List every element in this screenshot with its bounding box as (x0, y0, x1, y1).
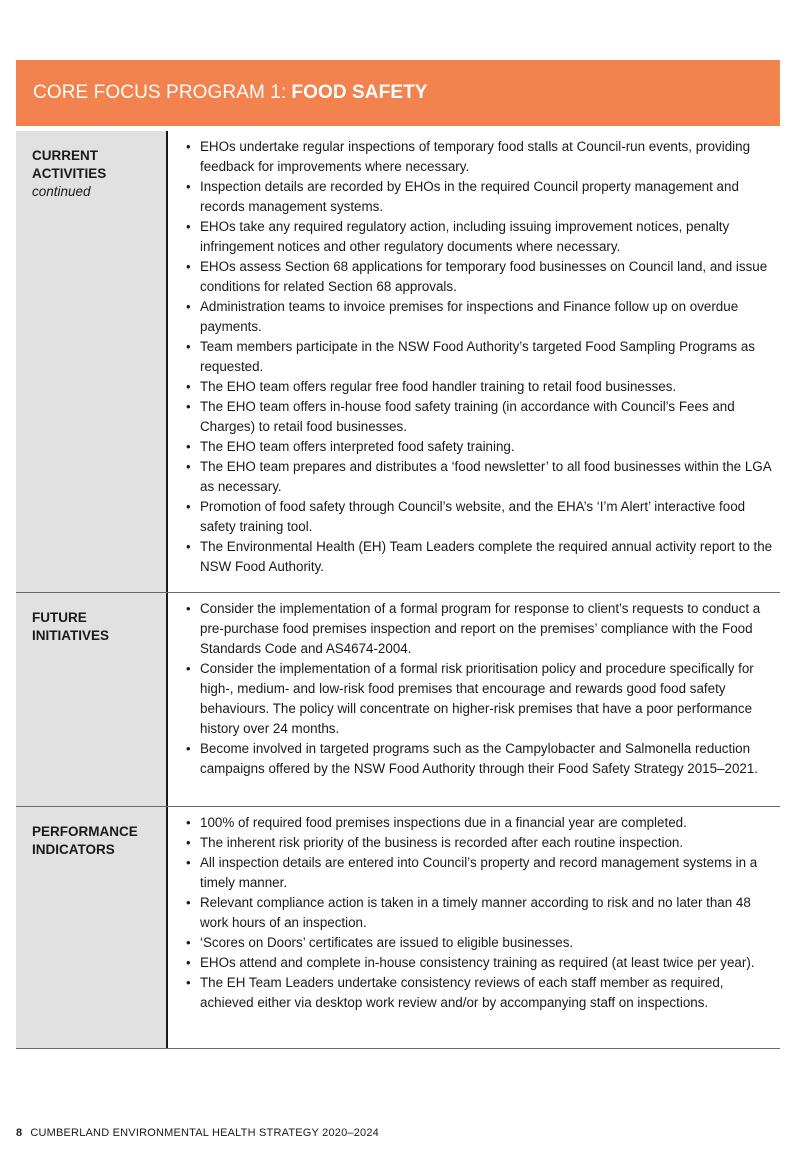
list-item-text: Consider the implementation of a formal risk prioritisation policy and procedure specifically for high-, medium- and low-risk food premises that encourage and rewards good food safety behaviours. The policy will concentrate on higher-risk premises that have a poor performance history over 24 months. (200, 661, 754, 736)
bullet-icon: • (186, 339, 191, 354)
list-item (186, 973, 780, 1013)
row-label-current: CURRENT ACTIVITIES (32, 148, 107, 181)
page-footer (16, 1127, 379, 1139)
bullet-icon: • (186, 601, 191, 616)
section-banner (16, 60, 780, 126)
list-item (186, 933, 780, 953)
list-item (186, 893, 780, 933)
list-item (186, 659, 780, 739)
list-item (186, 953, 780, 973)
content-cell-performance (168, 807, 780, 1048)
bullet-icon: • (186, 139, 191, 154)
list-item-text: EHOs attend and complete in-house consistency training as required (at least twice per year). (200, 955, 755, 970)
list-item (186, 177, 780, 217)
list-item (186, 297, 780, 337)
content-cell-future (168, 593, 780, 806)
list-item-text: EHOs take any required regulatory action, including issuing improvement notices, penalty infringement notices and other regulatory documents where necessary. (200, 219, 730, 254)
row-performance-indicators (16, 807, 780, 1049)
bullet-icon: • (186, 539, 191, 554)
list-item-text: The EH Team Leaders undertake consistency reviews of each staff member as required, achieved either via desktop work review and/or by accompanying staff on inspections. (200, 975, 724, 1010)
list-item (186, 457, 780, 497)
list-item (186, 377, 780, 397)
bullet-icon: • (186, 935, 191, 950)
list-item-text: The inherent risk priority of the business is recorded after each routine inspection. (200, 835, 684, 850)
list-item-text: EHOs assess Section 68 applications for temporary food businesses on Council land, and issue conditions for related Section 68 approvals. (200, 259, 768, 294)
bullet-icon: • (186, 439, 191, 454)
list-item-text: Administration teams to invoice premises for inspections and Finance follow up on overdue payments. (200, 299, 739, 334)
bullet-icon: • (186, 219, 191, 234)
banner-prefix: CORE FOCUS PROGRAM 1: (33, 82, 287, 103)
bullet-icon: • (186, 661, 191, 676)
list-item (186, 853, 780, 893)
list-item (186, 397, 780, 437)
banner-title: FOOD SAFETY (291, 82, 428, 103)
row-sublabel-continued: continued (32, 184, 91, 199)
label-cell-performance (16, 807, 168, 1048)
content-cell-current (168, 131, 780, 592)
bullet-icon: • (186, 379, 191, 394)
bullet-icon: • (186, 399, 191, 414)
list-item (186, 437, 780, 457)
list-item-text: Become involved in targeted programs such as the Campylobacter and Salmonella reduction campaigns offered by the NSW Food Authority through their Food Safety Strategy 2015–2021. (200, 741, 759, 776)
list-item (186, 833, 780, 853)
list-item-text: 100% of required food premises inspections due in a financial year are completed. (200, 815, 687, 830)
row-label-performance: PERFORMANCE INDICATORS (32, 824, 138, 857)
list-item-text: The Environmental Health (EH) Team Leaders complete the required annual activity report to the NSW Food Authority. (200, 539, 773, 574)
bullet-list-performance (186, 813, 780, 1013)
list-item (186, 599, 780, 659)
program-table (16, 131, 780, 1049)
list-item (186, 217, 780, 257)
bullet-icon: • (186, 955, 191, 970)
list-item-text: Team members participate in the NSW Food Authority’s targeted Food Sampling Programs as requested. (200, 339, 755, 374)
bullet-icon: • (186, 835, 191, 850)
list-item-text: EHOs undertake regular inspections of temporary food stalls at Council-run events, providing feedback for improvements where necessary. (200, 139, 751, 174)
row-current-activities (16, 131, 780, 593)
list-item-text: The EHO team offers in-house food safety training (in accordance with Council’s Fees and Charges) to retail food businesses. (200, 399, 735, 434)
bullet-icon: • (186, 499, 191, 514)
list-item-text: Consider the implementation of a formal program for response to client’s requests to conduct a pre-purchase food premises inspection and report on the premises’ compliance with the Food Standards Code and AS4674-2004. (200, 601, 761, 656)
bullet-list-current (186, 137, 780, 577)
list-item (186, 337, 780, 377)
list-item-text: The EHO team prepares and distributes a ‘food newsletter’ to all food businesses within the LGA as necessary. (200, 459, 771, 494)
bullet-icon: • (186, 459, 191, 474)
list-item (186, 497, 780, 537)
list-item (186, 739, 780, 779)
bullet-list-future (186, 599, 780, 779)
page-number: 8 (16, 1127, 23, 1139)
bullet-icon: • (186, 741, 191, 756)
bullet-icon: • (186, 855, 191, 870)
list-item-text: The EHO team offers regular free food handler training to retail food businesses. (200, 379, 677, 394)
list-item-text: Relevant compliance action is taken in a timely manner according to risk and no later than 48 work hours of an inspection. (200, 895, 751, 930)
label-cell-future (16, 593, 168, 806)
row-label-future: FUTURE INITIATIVES (32, 610, 110, 643)
bullet-icon: • (186, 299, 191, 314)
list-item-text: The EHO team offers interpreted food safety training. (200, 439, 515, 454)
list-item-text: All inspection details are entered into Council’s property and record management systems in a timely manner. (200, 855, 758, 890)
bullet-icon: • (186, 975, 191, 990)
list-item (186, 257, 780, 297)
list-item (186, 537, 780, 577)
list-item-text: Inspection details are recorded by EHOs in the required Council property management and records management systems. (200, 179, 739, 214)
bullet-icon: • (186, 895, 191, 910)
bullet-icon: • (186, 815, 191, 830)
bullet-icon: • (186, 259, 191, 274)
row-future-initiatives (16, 593, 780, 807)
list-item (186, 813, 780, 833)
list-item-text: Promotion of food safety through Council’s website, and the EHA’s ‘I’m Alert’ interactive food safety training tool. (200, 499, 746, 534)
list-item (186, 137, 780, 177)
bullet-icon: • (186, 179, 191, 194)
footer-title: CUMBERLAND ENVIRONMENTAL HEALTH STRATEGY 2020–2024 (30, 1127, 379, 1139)
label-cell-current (16, 131, 168, 592)
list-item-text: ‘Scores on Doors’ certificates are issued to eligible businesses. (200, 935, 574, 950)
